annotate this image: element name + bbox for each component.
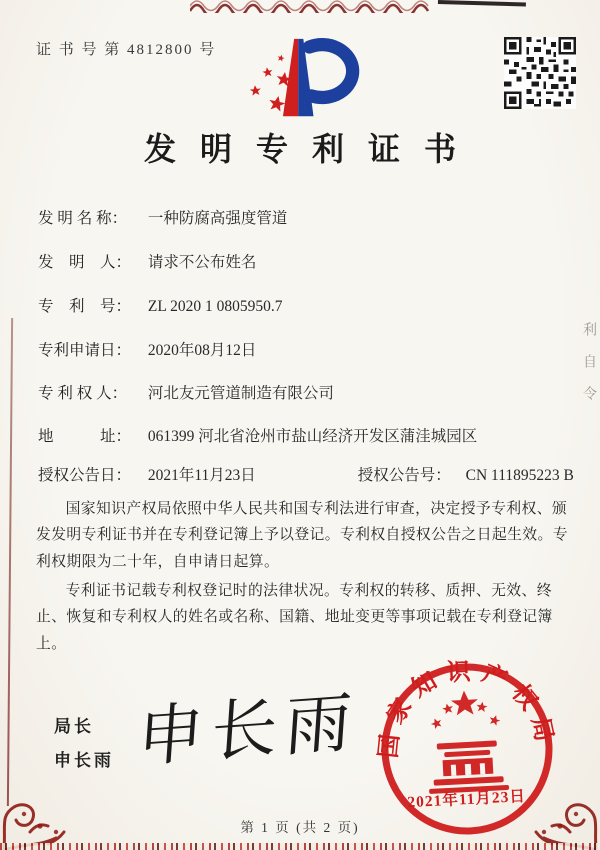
field-label: 专 利 权 人：	[38, 385, 128, 402]
field-value: 061399 河北省沧州市盐山经济开发区蒲洼城园区	[147, 428, 478, 445]
edge-bleed-text: 利自令	[581, 322, 596, 418]
field-label: 地 址：	[38, 428, 132, 445]
field-row-filing-date	[38, 338, 574, 360]
field-value: 一种防腐高强度管道	[147, 210, 288, 227]
legal-paragraph-1: 国家知识产权局依照中华人民共和国专利法进行审查，决定授予专利权、颁发发明专利证书并在专利登记簿上予以登记。专利权自授权公告之日起生效。专利权期限为二十年，自申请日起算。	[36, 501, 568, 570]
field-row-grant	[38, 463, 574, 485]
seal-agency-text: 国家知识产权局	[375, 658, 559, 760]
corner-ornament-left	[0, 772, 72, 850]
top-border-ornament	[190, 0, 430, 13]
signer-title: 局长	[54, 717, 94, 736]
field-label: 专 利 号：	[38, 298, 132, 315]
left-border-line	[7, 318, 13, 806]
field-value: ZL 2020 1 0805950.7	[147, 298, 283, 315]
field-label: 发 明 名 称：	[38, 210, 128, 227]
seal-date: 2021年11月23日	[406, 787, 527, 812]
grant-number-value: CN 111895223 B	[465, 467, 574, 484]
national-emblem-icon	[424, 688, 509, 794]
field-row-invention-name	[38, 206, 574, 228]
field-row-patent-number	[38, 294, 574, 316]
grant-number-label: 授权公告号：	[357, 467, 451, 484]
grant-date-value: 2021年11月23日	[147, 467, 256, 484]
bottom-edge-pattern	[0, 843, 600, 850]
certificate-title: 发明专利证书	[143, 131, 480, 167]
field-value: 河北友元管道制造有限公司	[147, 385, 334, 402]
page-footer: 第 1 页 (共 2 页)	[240, 820, 360, 835]
grant-date-label: 授权公告日：	[38, 467, 132, 484]
field-row-patentee	[38, 381, 574, 403]
field-value: 请求不公布姓名	[147, 254, 257, 271]
field-value: 2020年08月12日	[147, 342, 257, 359]
cnipa-logo-icon	[230, 28, 398, 123]
qr-code-icon	[503, 37, 577, 109]
corner-ornament-right	[528, 772, 600, 850]
field-row-inventor	[38, 250, 574, 272]
field-row-address	[38, 424, 574, 446]
logo-blue-bowl	[309, 45, 352, 98]
legal-text-block	[36, 496, 568, 660]
signer-name: 申长雨	[54, 751, 114, 770]
field-label: 专利申请日：	[38, 342, 132, 359]
legal-paragraph-2: 专利证书记载专利权登记时的法律状况。专利权的转移、质押、无效、终止、恢复和专利权人的姓名或名称、国籍、地址变更等事项记载在专利登记簿上。	[36, 582, 553, 652]
certificate-number: 证 书 号 第 4812800 号	[36, 42, 217, 58]
handwritten-signature: 申长雨	[134, 686, 362, 776]
top-right-edge-mark	[438, 0, 526, 6]
field-label: 发 明 人：	[38, 254, 132, 271]
